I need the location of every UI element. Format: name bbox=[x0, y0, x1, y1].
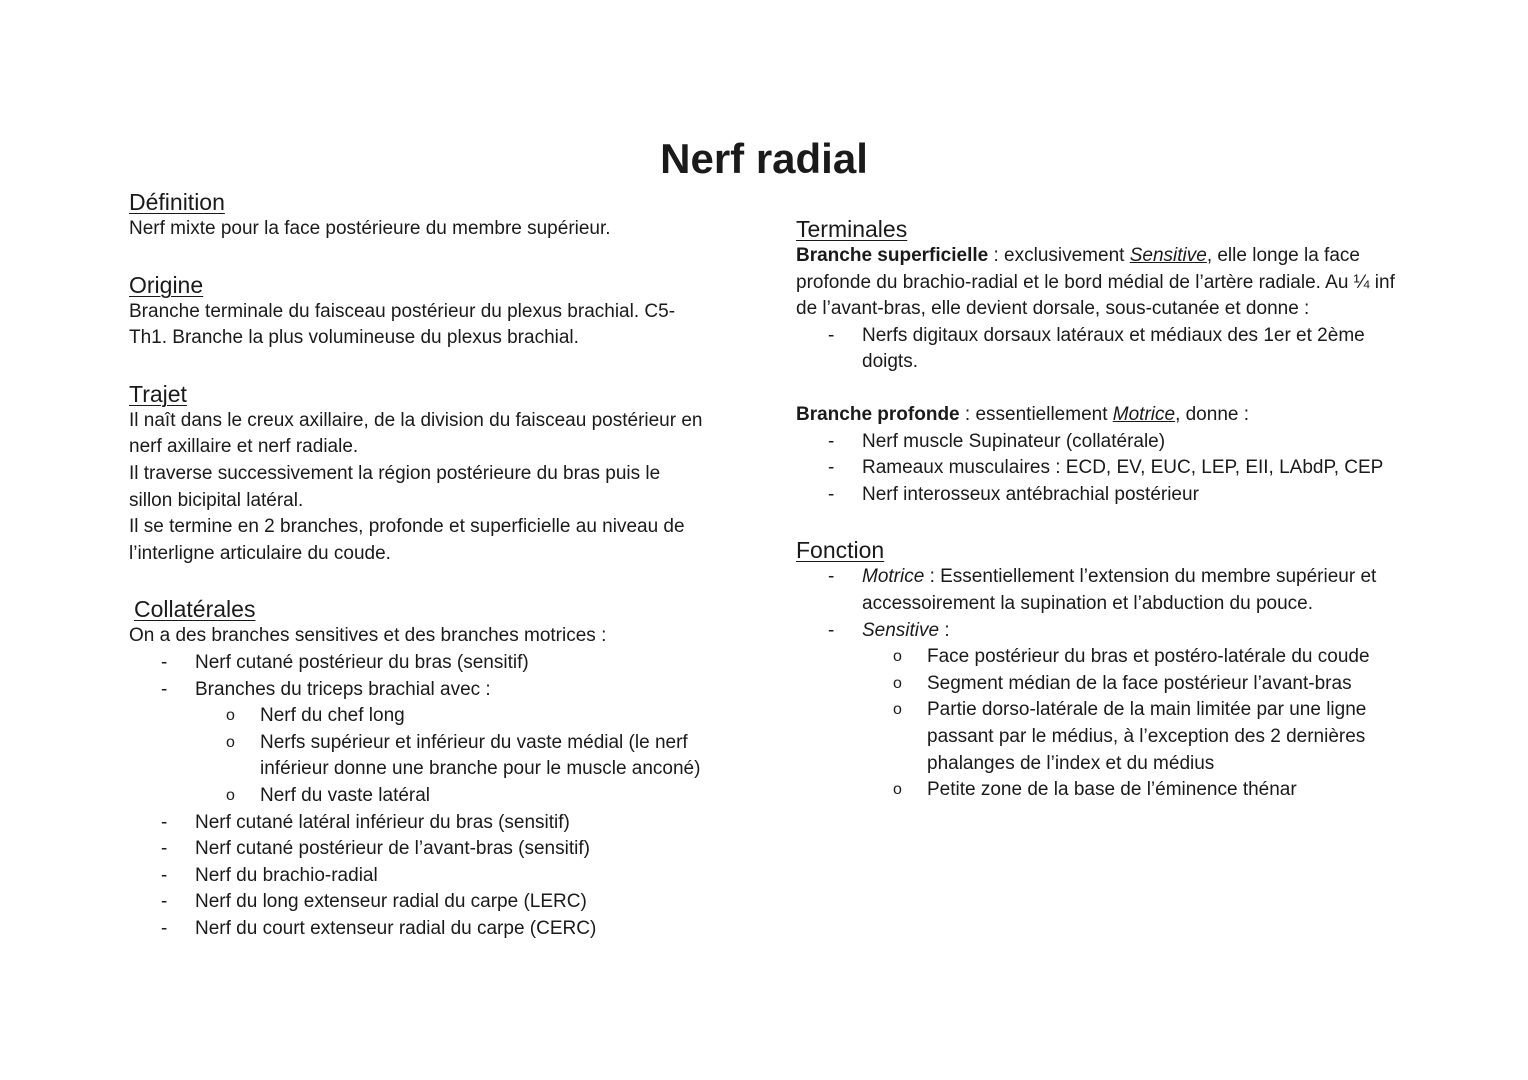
list-item: - Nerf du long extenseur radial du carpe (LERC) bbox=[161, 891, 587, 913]
list-item: - Motrice : Essentiellement l’extension du membre supérieur et accessoirement la supination et l’abduction du pouce. bbox=[828, 566, 1377, 614]
list-item: o Nerf du vaste latéral bbox=[226, 784, 431, 806]
trajet-line-1: Il naît dans le creux axillaire, de la division du faisceau postérieur en nerf axillaire et nerf radiale. bbox=[129, 409, 703, 458]
triceps-sublist bbox=[195, 703, 739, 809]
list-item: - Nerf du brachio-radial bbox=[161, 864, 378, 886]
page-title: Nerf radial bbox=[660, 135, 868, 182]
list-item: - Nerf cutané postérieur du bras (sensitif) bbox=[161, 651, 529, 673]
sensitive-sublist bbox=[862, 644, 1397, 804]
list-item: o Face postérieur du bras et postéro-latérale du coude bbox=[893, 646, 1370, 668]
origine-text: Branche terminale du faisceau postérieur du plexus brachial. C5-Th1. Branche la plus volumineuse du plexus brachial. bbox=[129, 300, 676, 349]
right-column bbox=[796, 215, 1406, 804]
fonction-list bbox=[796, 564, 1396, 803]
trajet-line-3: Il se termine en 2 branches, profonde et superficielle au niveau de l’interligne articulaire du coude. bbox=[129, 516, 685, 564]
collaterales-list bbox=[129, 650, 739, 943]
trajet-heading: Trajet bbox=[129, 380, 187, 407]
definition-heading: Définition bbox=[129, 189, 225, 215]
list-item: - Sensitive : o Face postérieur du bras et postéro-latérale du coude o Segment médian de la face postérieur l’avant-bras o Partie dorso-latérale de la main limitée par une ligne passant par le médius, à l’exception des 2 dernières phalanges de l’index et du médius o Petite zone de la base de l’éminence thénar bbox=[796, 618, 1396, 804]
list-item: - Nerf interosseux antébrachial postérieur bbox=[828, 483, 1199, 505]
list-item: - Nerf du court extenseur radial du carpe (CERC) bbox=[161, 917, 597, 939]
definition-text: Nerf mixte pour la face postérieure du membre supérieur. bbox=[129, 218, 611, 239]
list-item: - Nerf muscle Supinateur (collatérale) bbox=[828, 430, 1166, 452]
list-item: o Segment médian de la face postérieur l’avant-bras bbox=[893, 672, 1352, 694]
collaterales-heading: Collatérales bbox=[134, 596, 256, 623]
terminales-heading: Terminales bbox=[796, 216, 908, 242]
list-item: - Nerf cutané postérieur de l’avant-bras (sensitif) bbox=[161, 838, 590, 860]
list-item: - Nerfs digitaux dorsaux latéraux et médiaux des 1er et 2ème doigts. bbox=[828, 324, 1365, 373]
branche-superficielle-text: Branche superficielle : exclusivement Sensitive, elle longe la face profonde du brachio-radial et le bord médial de l’artère radiale. Au ¼ inf de l’avant-bras, elle devient dorsale, sous-cutanée et donne : bbox=[796, 245, 1395, 320]
list-item: o Partie dorso-latérale de la main limitée par une ligne passant par le médius, à l’exception des 2 dernières phalanges de l’index et du médius bbox=[893, 699, 1367, 774]
origine-heading: Origine bbox=[129, 271, 204, 298]
fonction-heading: Fonction bbox=[796, 537, 885, 564]
profonde-list bbox=[796, 429, 1406, 509]
branche-profonde-text: Branche profonde : essentiellement Motrice, donne : bbox=[796, 403, 1250, 425]
list-item: o Nerf du chef long bbox=[226, 705, 405, 727]
list-item: - Rameaux musculaires : ECD, EV, EUC, LEP, EII, LAbdP, CEP bbox=[828, 457, 1384, 479]
list-item: o Petite zone de la base de l’éminence thénar bbox=[893, 779, 1297, 801]
list-item: - Branches du triceps brachial avec : o Nerf du chef long o Nerfs supérieur et inférieur du vaste médial (le nerf inférieur donne une branche pour le muscle anconé) o Nerf du vaste latéral bbox=[129, 677, 739, 810]
left-column bbox=[129, 188, 739, 942]
collaterales-intro: On a des branches sensitives et des branches motrices : bbox=[129, 625, 607, 647]
trajet-line-2: Il traverse successivement la région postérieure du bras puis le sillon bicipital latéral. bbox=[129, 462, 661, 511]
superficielle-list bbox=[796, 323, 1396, 376]
list-item: o Nerfs supérieur et inférieur du vaste médial (le nerf inférieur donne une branche pour le muscle anconé) bbox=[226, 731, 701, 780]
list-item: - Nerf cutané latéral inférieur du bras (sensitif) bbox=[161, 811, 570, 833]
